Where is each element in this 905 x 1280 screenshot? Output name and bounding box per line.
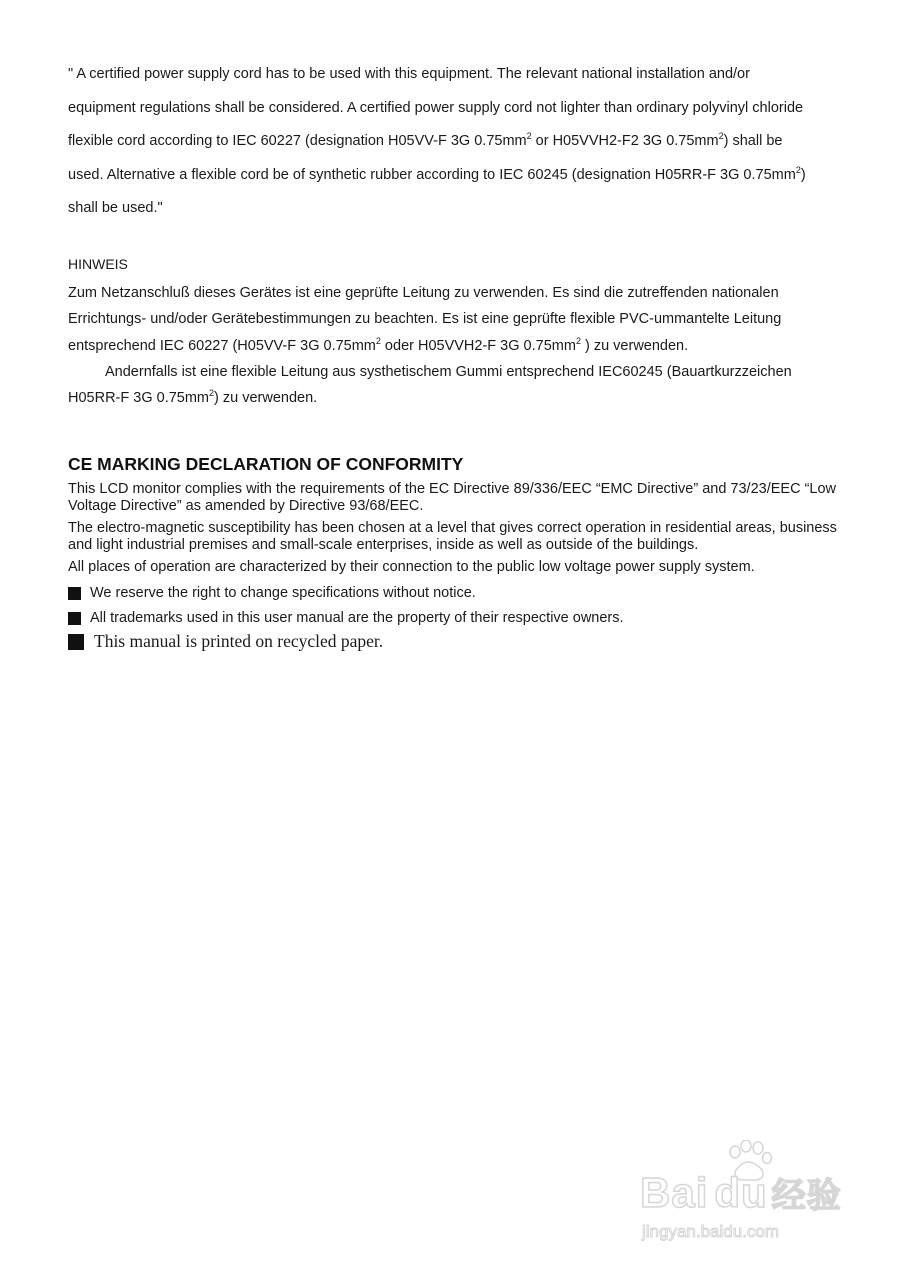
bullet-item: All trademarks used in this user manual are the property of their respective owners. bbox=[68, 610, 624, 626]
english-power-cord-notice bbox=[68, 58, 843, 226]
notice-line: Andernfalls ist eine flexible Leitung aus systhetischem Gummi entsprechend IEC60245 (Bauartkurzzeichen bbox=[105, 363, 792, 380]
ce-paragraph: The electro-magnetic susceptibility has been chosen at a level that gives correct operation in residential areas, business and light industrial premises and small-scale enterprises, inside as well as outside of the buildings. bbox=[68, 520, 837, 553]
hinweis-title: HINWEIS bbox=[68, 256, 128, 272]
watermark-brand: Bai du 经验 bbox=[640, 1169, 842, 1216]
notice-line: used. Alternative a flexible cord be of synthetic rubber according to IEC 60245 (designation H05RR-F 3G $0.75mm^2$) bbox=[68, 164, 806, 183]
ce-paragraph: All places of operation are characterized by their connection to the public low voltage power supply system. bbox=[68, 559, 755, 575]
bullet-item: This manual is printed on recycled paper. bbox=[68, 631, 383, 652]
square-bullet-icon bbox=[68, 634, 84, 650]
ce-paragraph: This LCD monitor complies with the requirements of the EC Directive 89/336/EEC “EMC Directive” and 73/23/EEC “Low Voltage Directive” as amended by Directive 93/68/EEC. bbox=[68, 481, 836, 514]
bullet-item: We reserve the right to change specifications without notice. bbox=[68, 585, 476, 601]
notice-line: Errichtungs- und/oder Gerätebestimmungen zu beachten. Es ist eine geprüfte flexible PVC-ummantelte Leitung bbox=[68, 311, 782, 328]
notice-line: " A certified power supply cord has to be used with this equipment. The relevant national installation and/or bbox=[68, 66, 750, 82]
notice-line: shall be used." bbox=[68, 200, 163, 217]
ce-declaration-body bbox=[68, 481, 843, 582]
ce-declaration-title: CE MARKING DECLARATION OF CONFORMITY bbox=[68, 454, 464, 474]
notice-line: H05RR-F 3G $0.75mm^2$) zu verwenden. bbox=[68, 388, 318, 407]
watermark-url: jingyan.baidu.com bbox=[642, 1222, 780, 1241]
notice-line: equipment regulations shall be considered. A certified power supply cord not lighter than ordinary polyvinyl chloride bbox=[68, 99, 804, 116]
square-bullet-icon bbox=[68, 587, 81, 600]
square-bullet-icon bbox=[68, 612, 81, 625]
notice-line: flexible cord according to IEC 60227 (designation H05VV-F 3G $0.75mm^2$ or H05VVH2-F2 3G $0.75mm^2$) shall be bbox=[68, 131, 783, 150]
notice-line: entsprechend IEC 60227 (H05VV-F 3G $0.75mm^2$ oder H05VVH2-F 3G $0.75mm^2$ ) zu verwenden. bbox=[68, 335, 689, 354]
notice-line: Zum Netzanschluß dieses Gerätes ist eine geprüfte Leitung zu verwenden. Es sind die zutreffenden nationalen bbox=[68, 285, 779, 301]
german-power-cord-notice bbox=[68, 280, 843, 411]
baidu-jingyan-watermark bbox=[640, 1140, 860, 1250]
